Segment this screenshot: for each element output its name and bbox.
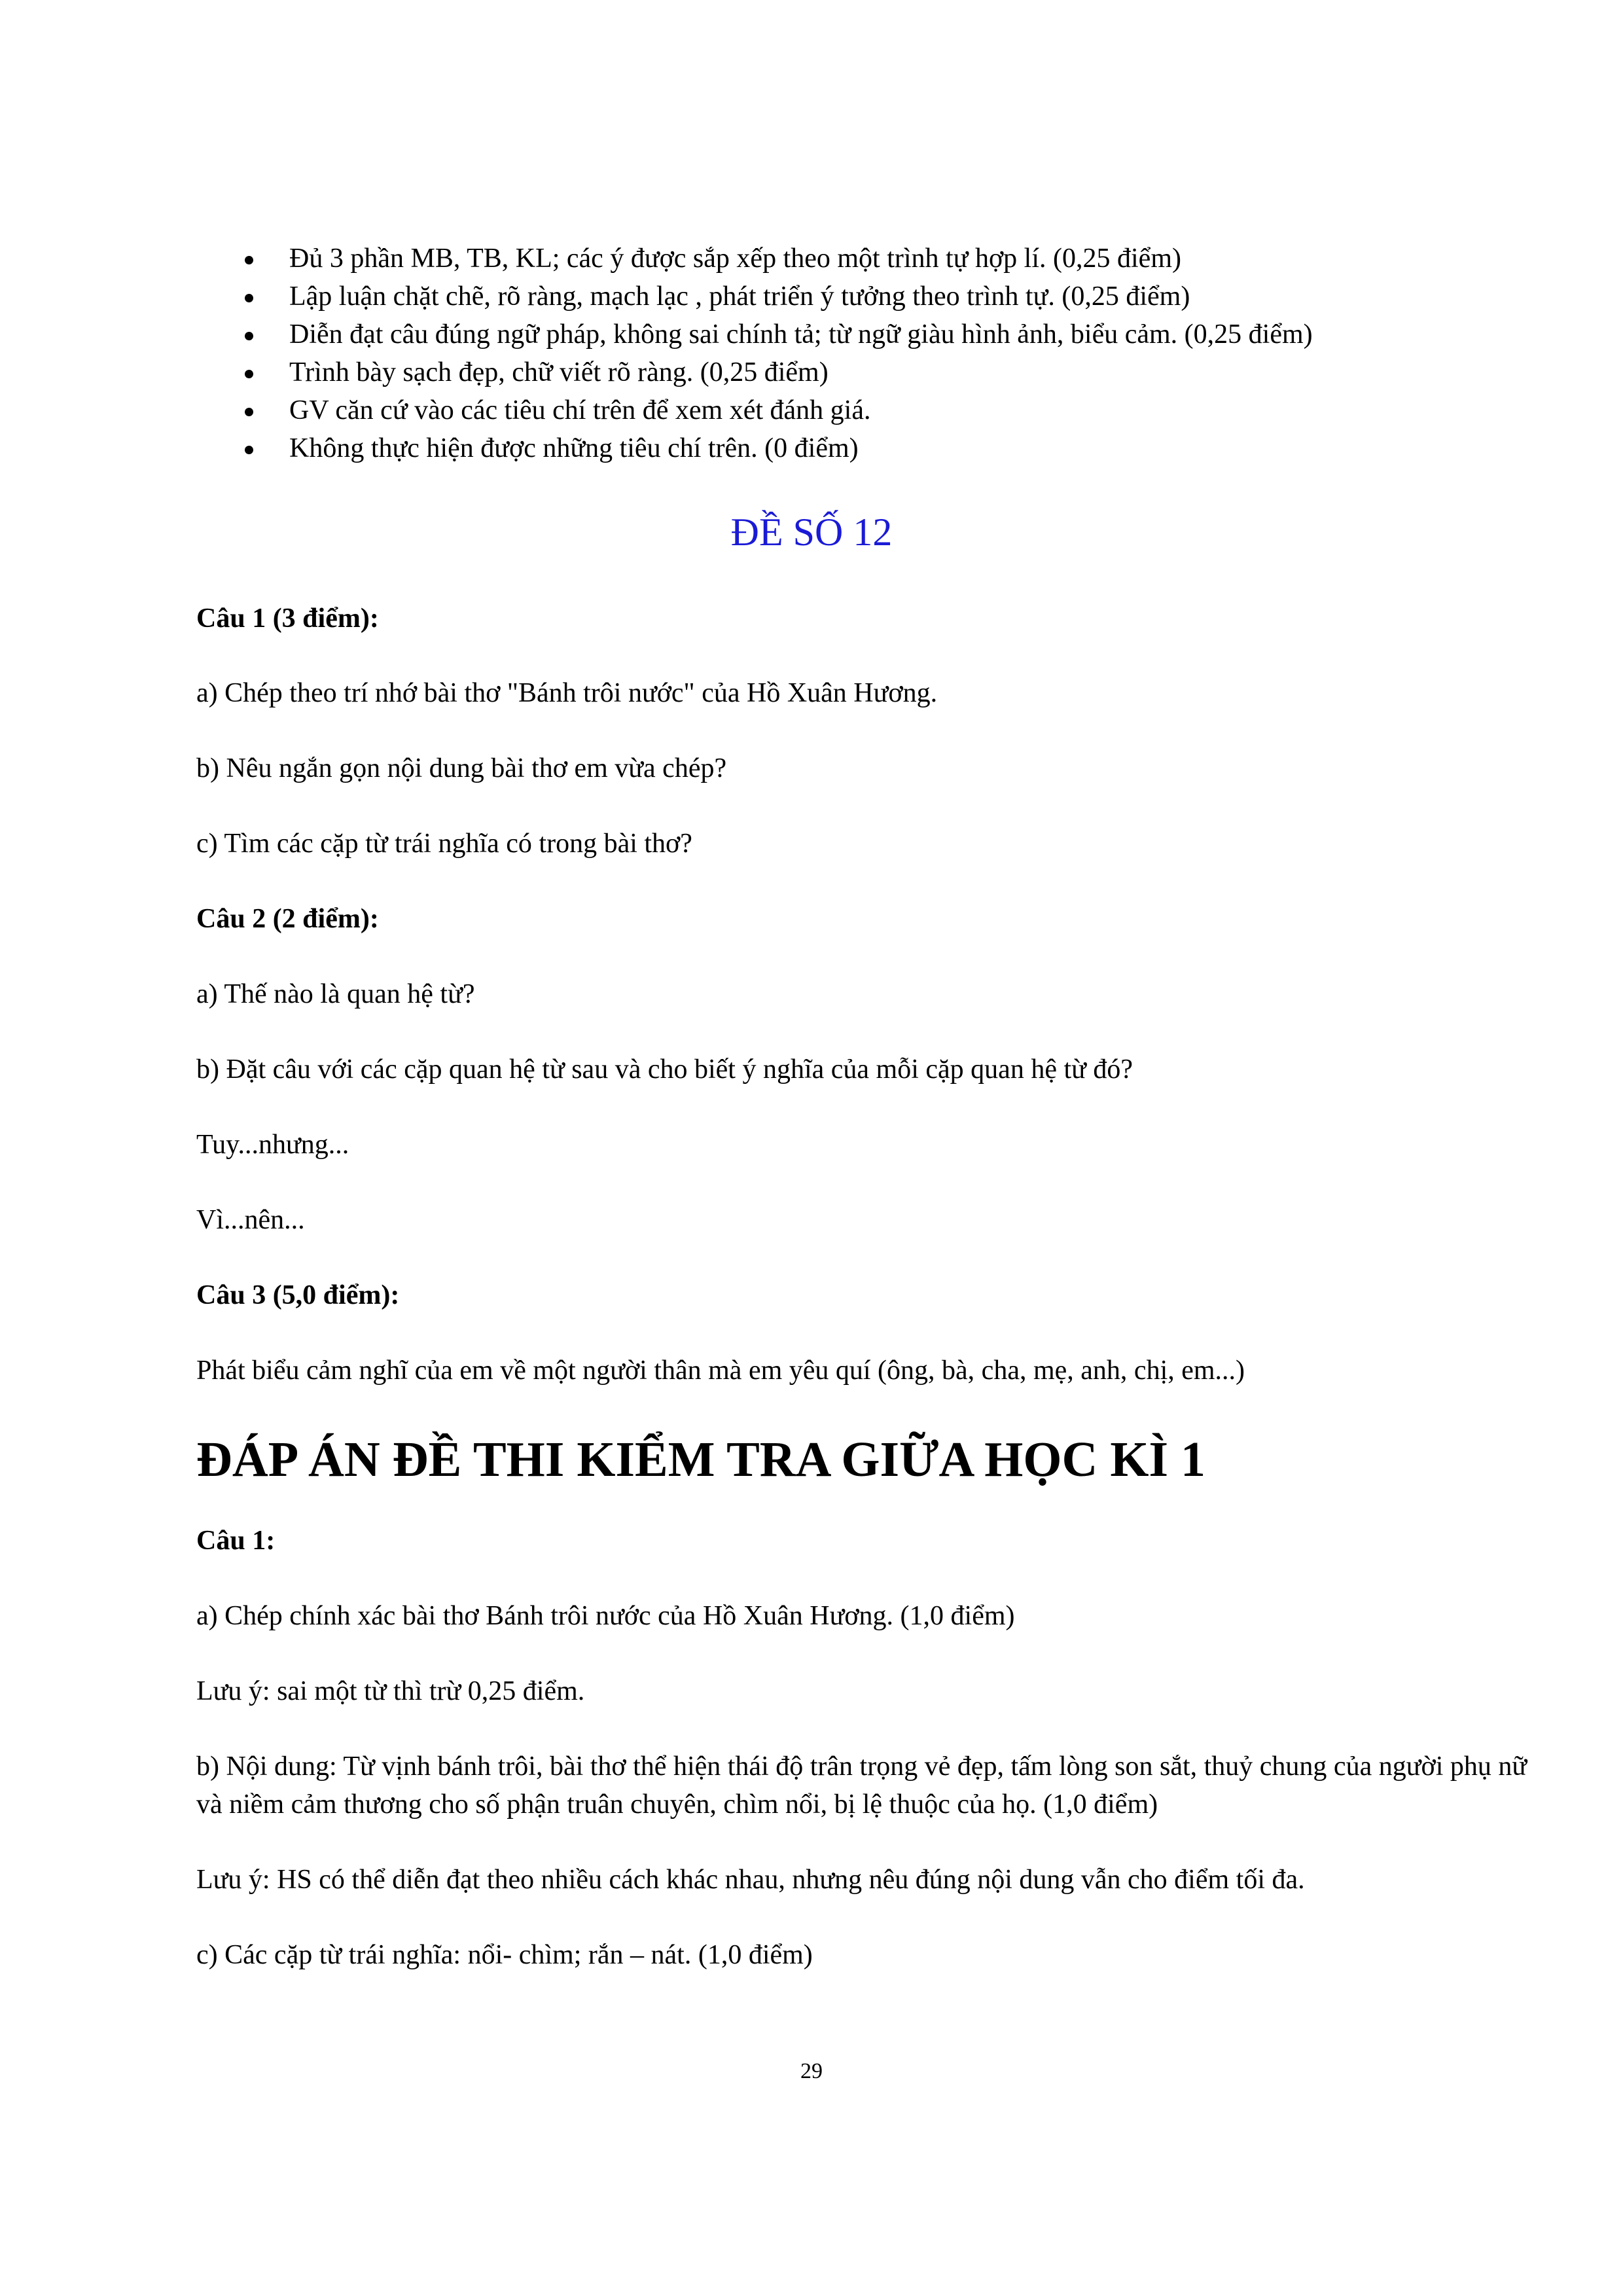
page-number: 29: [800, 2059, 823, 2083]
criteria-text: Không thực hiện được những tiêu chí trên. (0 điểm): [289, 433, 859, 463]
exam-title: ĐỀ SỐ 12: [730, 511, 893, 554]
criteria-text: Đủ 3 phần MB, TB, KL; các ý được sắp xếp theo một trình tự hợp lí. (0,25 điểm): [289, 243, 1181, 274]
question-2-heading: Câu 2 (2 điểm):: [196, 904, 379, 934]
question-2-a: a) Thế nào là quan hệ từ?: [196, 979, 475, 1009]
question-1-a: a) Chép theo trí nhớ bài thơ "Bánh trôi nước" của Hồ Xuân Hương.: [196, 678, 938, 708]
question-3-heading: Câu 3 (5,0 điểm):: [196, 1280, 400, 1310]
question-2-pair-1: Tuy...nhưng...: [196, 1130, 349, 1160]
bullet-icon: [245, 294, 253, 302]
bullet-icon: [245, 370, 253, 378]
answer-1-b: b) Nội dung: Từ vịnh bánh trôi, bài thơ thể hiện thái độ trân trọng vẻ đẹp, tấm lòng son sắt, thuỷ chung của người phụ nữ và niềm cảm thương cho số phận truân chuyên, chìm nổi, bị lệ thuộc của họ. (1,0 điểm): [196, 1751, 1527, 1820]
criteria-item: [196, 278, 1538, 315]
bullet-icon: [245, 446, 253, 454]
answer-1-heading: Câu 1:: [196, 1526, 276, 1556]
criteria-item: [196, 353, 1538, 391]
bullet-icon: [245, 256, 253, 264]
bullet-icon: [245, 408, 253, 416]
question-2-pair-2: Vì...nên...: [196, 1205, 305, 1235]
question-3-text: Phát biểu cảm nghĩ của em về một người thân mà em yêu quí (ông, bà, cha, mẹ, anh, chị, em...): [196, 1355, 1245, 1386]
criteria-text: Trình bày sạch đẹp, chữ viết rõ ràng. (0,25 điểm): [289, 357, 829, 387]
answer-1-a: a) Chép chính xác bài thơ Bánh trôi nước của Hồ Xuân Hương. (1,0 điểm): [196, 1601, 1015, 1631]
criteria-text: Diễn đạt câu đúng ngữ pháp, không sai chính tả; từ ngữ giàu hình ảnh, biểu cảm. (0,25 điểm): [289, 319, 1313, 350]
criteria-item: [196, 429, 1538, 467]
answer-key-title: ĐÁP ÁN ĐỀ THI KIỂM TRA GIỮA HỌC KÌ 1: [196, 1432, 1206, 1487]
question-1-b: b) Nêu ngắn gọn nội dung bài thơ em vừa chép?: [196, 753, 727, 783]
criteria-text: GV căn cứ vào các tiêu chí trên để xem xét đánh giá.: [289, 395, 871, 425]
bullet-icon: [245, 332, 253, 340]
criteria-text: Lập luận chặt chẽ, rõ ràng, mạch lạc , phát triển ý tưởng theo trình tự. (0,25 điểm): [289, 281, 1190, 312]
question-2-b: b) Đặt câu với các cặp quan hệ từ sau và cho biết ý nghĩa của mỗi cặp quan hệ từ đó?: [196, 1054, 1133, 1085]
answer-1-c: c) Các cặp từ trái nghĩa: nổi- chìm; rắn – nát. (1,0 điểm): [196, 1940, 813, 1970]
criteria-item: [196, 240, 1538, 278]
answer-note-2: Lưu ý: HS có thể diễn đạt theo nhiều cách khác nhau, nhưng nêu đúng nội dung vẫn cho điểm tối đa.: [196, 1865, 1305, 1895]
question-1-c: c) Tìm các cặp từ trái nghĩa có trong bài thơ?: [196, 829, 692, 859]
criteria-list: [196, 240, 1538, 467]
criteria-item: [196, 391, 1538, 429]
answer-note-1: Lưu ý: sai một từ thì trừ 0,25 điểm.: [196, 1676, 585, 1706]
criteria-item: [196, 315, 1538, 353]
question-1-heading: Câu 1 (3 điểm):: [196, 603, 379, 634]
